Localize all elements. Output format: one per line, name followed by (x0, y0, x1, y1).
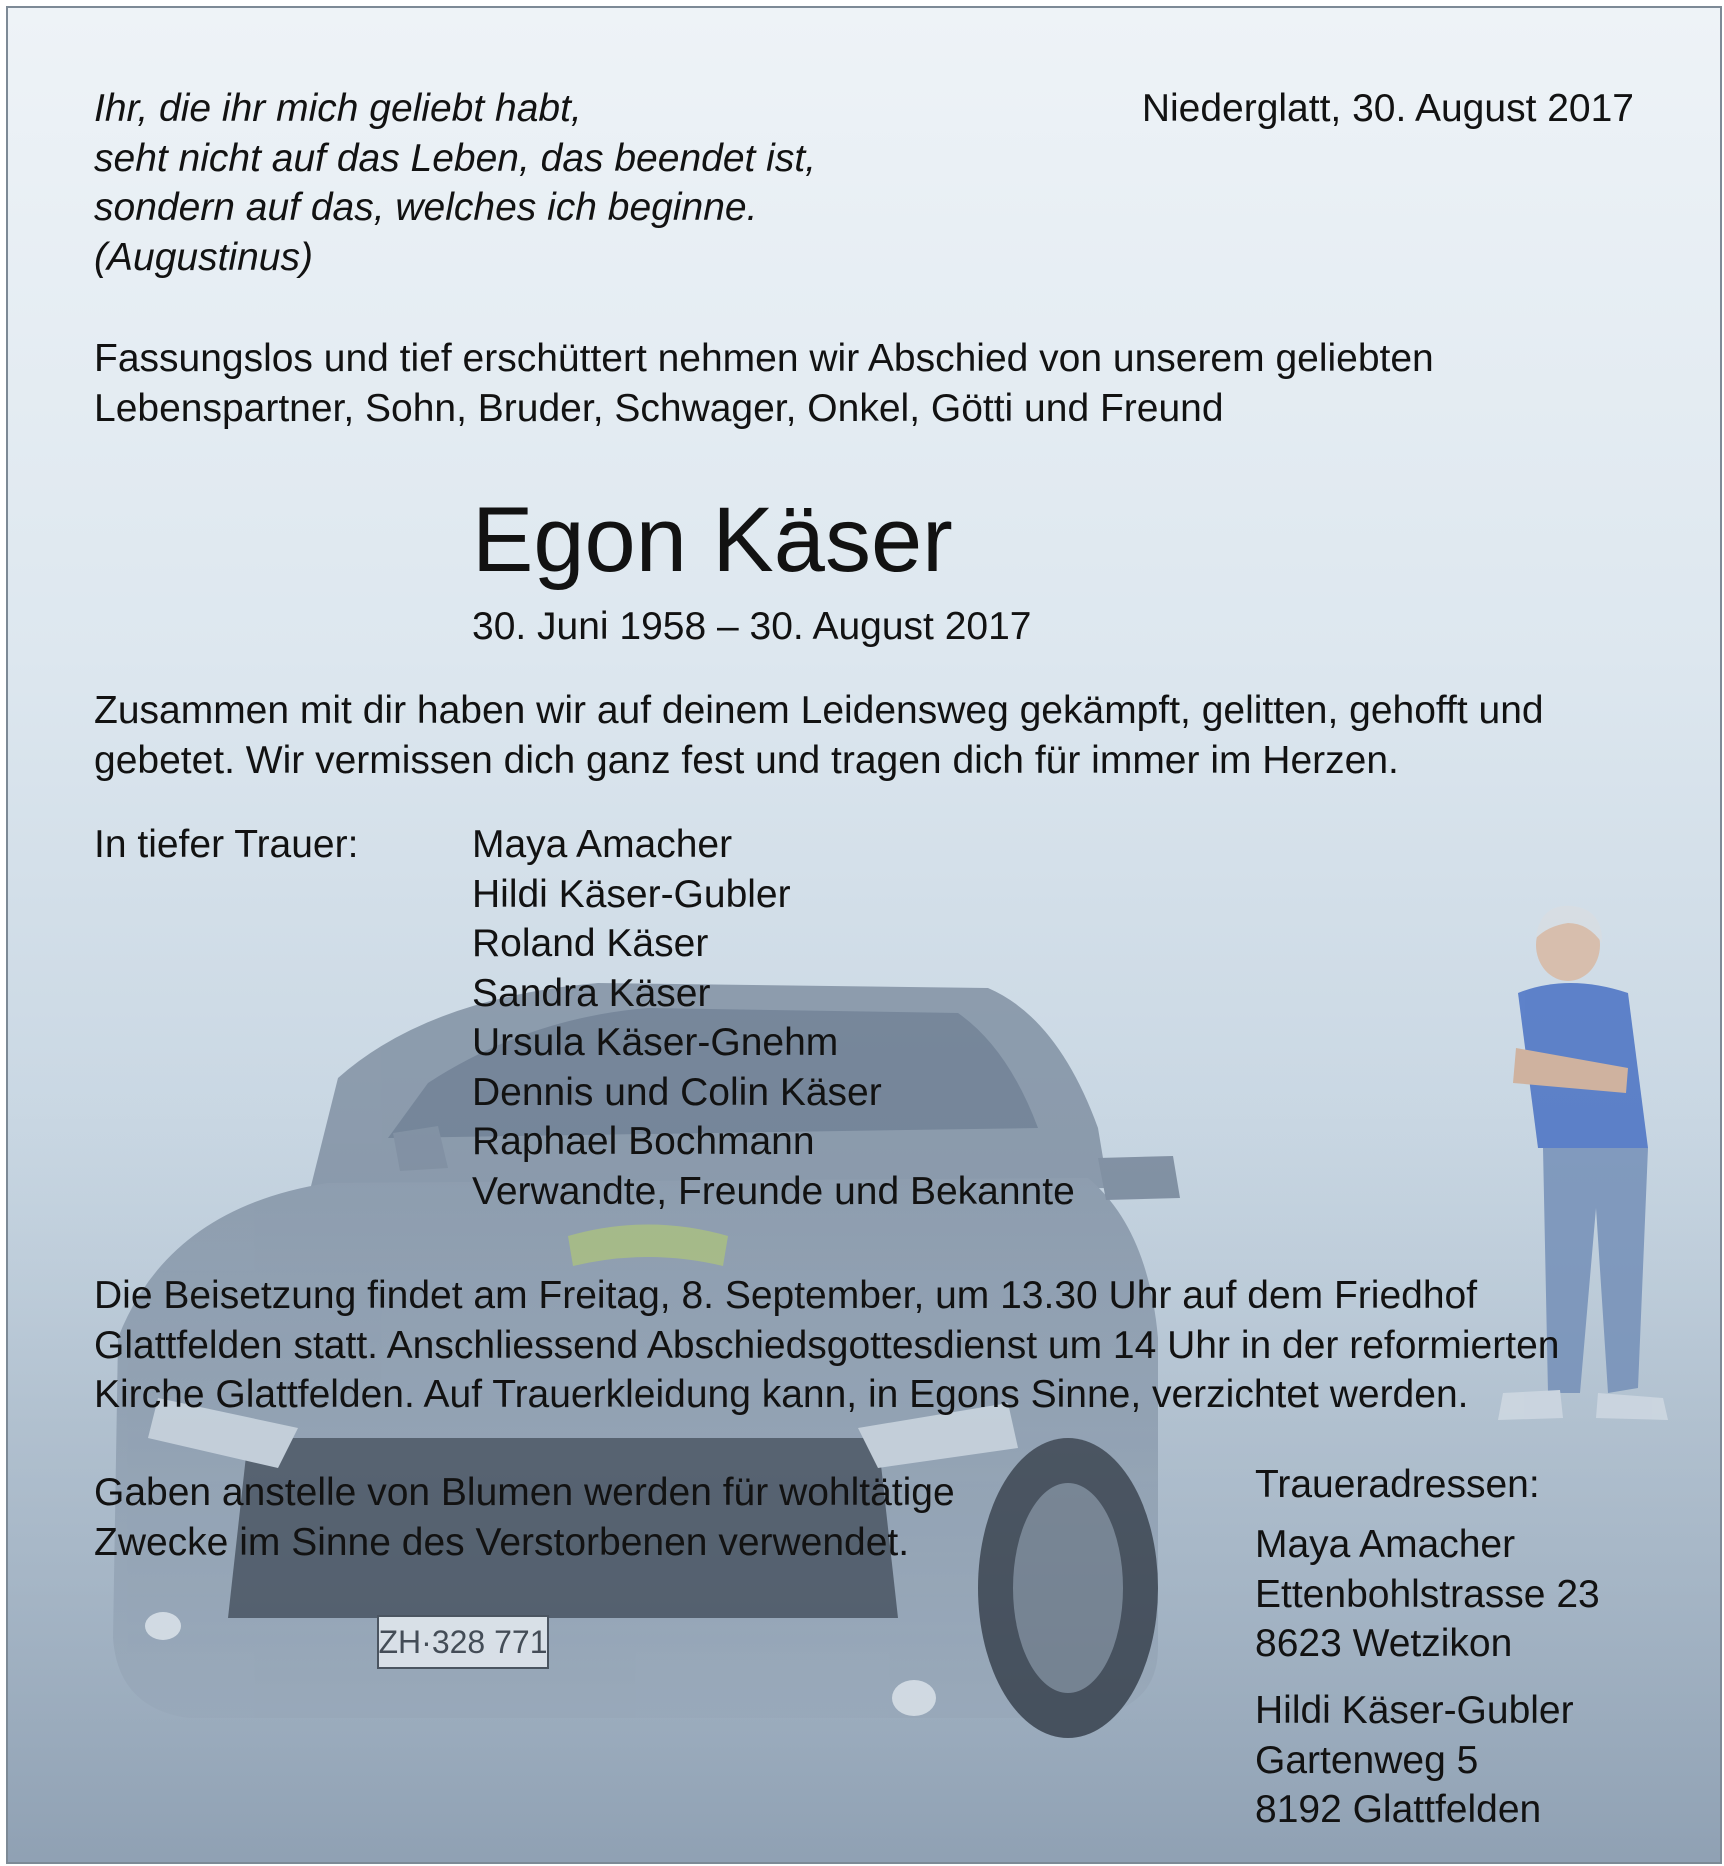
intro-line: Fassungslos und tief erschüttert nehmen wir Abschied von unserem geliebten (94, 337, 1434, 380)
mourner-name: Roland Käser (472, 922, 709, 965)
mourner-name: Ursula Käser-Gnehm (472, 1021, 839, 1064)
donations-line: Zwecke im Sinne des Verstorbenen verwendet. (94, 1520, 910, 1564)
donations-note (94, 1468, 955, 1567)
place-date: Niederglatt, 30. August 2017 (1141, 87, 1634, 130)
address-city: 8192 Glattfelden (1255, 1788, 1542, 1831)
quote-line: Ihr, die ihr mich geliebt habt, (94, 87, 582, 130)
mourner-name: Sandra Käser (472, 971, 711, 1015)
intro-line: Lebenspartner, Sohn, Bruder, Schwager, Onkel, Götti und Freund (94, 386, 1224, 430)
memory-line: Zusammen mit dir haben wir auf deinem Leidensweg gekämpft, gelitten, gehofft und (94, 689, 1544, 732)
life-dates: 30. Juni 1958 – 30. August 2017 (472, 605, 1032, 648)
obituary-card (6, 6, 1722, 1864)
quote-line: sondern auf das, welches ich beginne. (94, 186, 758, 229)
car-mirror-right (1098, 1156, 1180, 1200)
mourning-label: In tiefer Trauer: (94, 823, 359, 866)
mourner-name: Verwandte, Freunde und Bekannte (472, 1169, 1075, 1213)
funeral-details (94, 1271, 1559, 1420)
address-street: Gartenweg 5 (1255, 1738, 1479, 1782)
addresses-title: Traueradressen: (1255, 1463, 1540, 1506)
funeral-line: Kirche Glattfelden. Auf Trauerkleidung kann, in Egons Sinne, verzichtet werden. (94, 1373, 1469, 1416)
mourner-name: Hildi Käser-Gubler (472, 872, 791, 916)
quote-line: seht nicht auf das Leben, das beendet ist, (94, 136, 817, 180)
address-block (1255, 1520, 1600, 1669)
fog-light-left (145, 1612, 181, 1640)
address-street: Ettenbohlstrasse 23 (1255, 1572, 1600, 1616)
funeral-line: Die Beisetzung findet am Freitag, 8. September, um 13.30 Uhr auf dem Friedhof (94, 1274, 1478, 1317)
address-city: 8623 Wetzikon (1255, 1622, 1513, 1665)
memory-line: gebetet. Wir vermissen dich ganz fest und tragen dich für immer im Herzen. (94, 738, 1399, 782)
fog-light-right (892, 1680, 936, 1716)
mourner-name: Dennis und Colin Käser (472, 1070, 882, 1114)
mourners-list (472, 820, 1075, 1216)
deceased-name: Egon Käser (472, 489, 953, 591)
mourner-name: Maya Amacher (472, 823, 733, 866)
address-block (1255, 1686, 1574, 1835)
license-plate-text: ZH·328 771 (378, 1624, 548, 1660)
car-wheel-rim (1013, 1483, 1123, 1693)
funeral-line: Glattfelden statt. Anschliessend Abschiedsgottesdienst um 14 Uhr in der reformierten (94, 1323, 1560, 1367)
donations-line: Gaben anstelle von Blumen werden für wohltätige (94, 1471, 955, 1514)
address-name: Hildi Käser-Gubler (1255, 1689, 1574, 1732)
memory-text (94, 686, 1544, 785)
epitaph-quote (94, 84, 816, 282)
intro-text (94, 334, 1434, 433)
address-name: Maya Amacher (1255, 1523, 1516, 1566)
mourner-name: Raphael Bochmann (472, 1120, 815, 1163)
quote-attribution: (Augustinus) (94, 235, 313, 279)
